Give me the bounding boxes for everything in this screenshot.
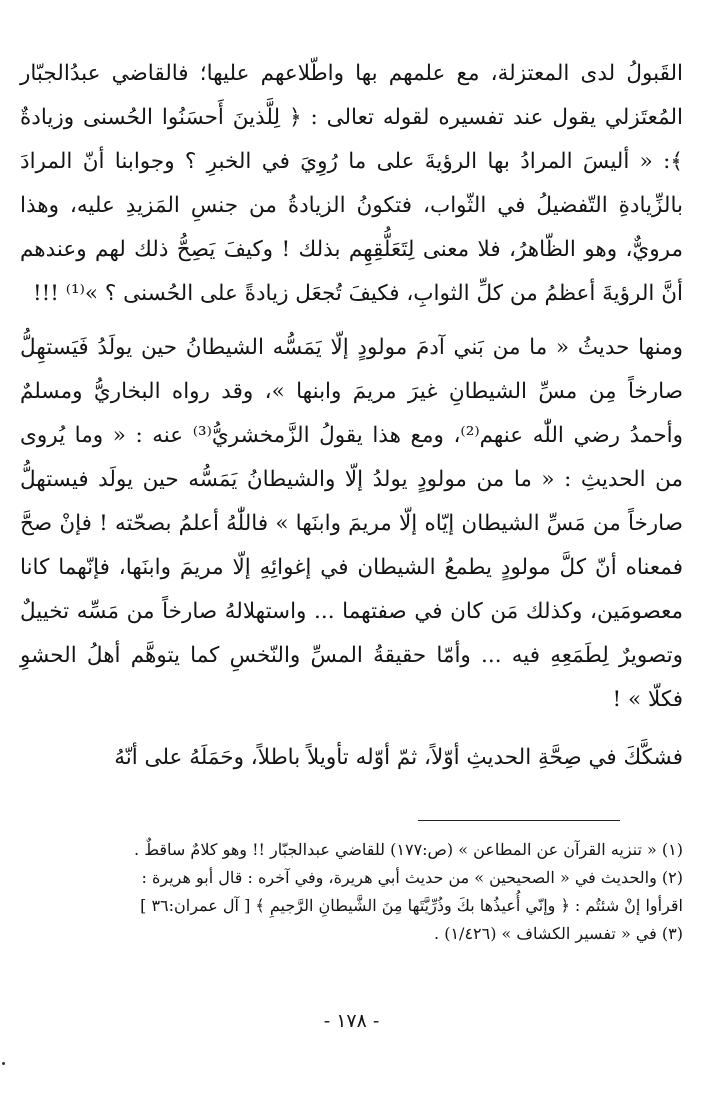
- footnote-continuation: اقرأوا إنْ شئتُم : ﴿ وإنّي أُعيذُها بكَ وذُرِّيَّتَها مِنَ الشَّيطانِ الرَّجيمِ ﴾ [ آل عمران:٣٦ ]: [140, 896, 683, 915]
- page-number: - ١٧٨ -: [323, 1010, 380, 1032]
- footnote: (٢) والحديث في « الصحيحين » من حديث أبي هريرة، وفي آخره : قال أبو هريرة :: [141, 868, 683, 887]
- scan-speck: [2, 1062, 5, 1065]
- footnote: (١) « تنزيه القرآن عن المطاعن » (ص:١٧٧) للقاضي عبدالجبّار !! وهو كلامٌ ساقطٌ .: [134, 840, 683, 859]
- footnotes: [20, 836, 683, 948]
- footnote-separator: [418, 820, 620, 821]
- footnote: (٣) في « تفسير الكشاف » (١/٤٢٦) .: [434, 924, 683, 943]
- body-paragraph: ومنها حديثُ « ما من بَني آدمَ مولودٍ إلّا يَمَسُّه الشيطانُ حين يولَدُ فَيَستهِلُّ صارخاً مِن مسِّ الشيطانِ غيرَ مريمَ وابنها »، وقد رواه البخاريُّ ومسلمٌ وأحمدُ رضي اللّٰه عنهم⁽²⁾، ومع هذا يقولُ الزَّمخشريُّ⁽³⁾ عنه : « وما يُروى من الحديثِ : « ما من مولودٍ يولدُ إلّا والشيطانُ يَمَسُّه حين يولَد فيستهلُّ صارخاً من مَسِّ الشيطان إيّاه إلّا مريمَ وابنَها » فاللّٰهُ أعلمُ بصحّته ! فإنْ صحَّ فمعناه أنّ كلَّ مولودٍ يطمعُ الشيطان في إغوائِهِ إلّا مريمَ وابنَها، فإنّهما كانا معصومَين، وكذلك مَن كان في صفتهما ... واستهلالهُ صارخاً من مَسِّه تخييلٌ وتصويرٌ لِطَمَعِهِ فيه ... وأمّا حقيقةُ المسِّ والنّخسِ كما يتوهَّم أهلُ الحشوِ فكلّا » !: [20, 335, 683, 712]
- body-paragraph: فشكَّكَ في صِحَّةِ الحديثِ أوّلاً، ثمّ أوّله تأويلاً باطلاً، وحَمَلَهُ على أنّهُ: [114, 745, 683, 770]
- page-body: [20, 52, 683, 780]
- body-paragraph: القَبولُ لدى المعتزلة، مع علمهم بها واطّلاعهم عليها؛ فالقاضي عبدُالجبّار المُعتَزلي يقول عند تفسيره لقوله تعالى : ﴿ لِلَّذينَ أَحسَنُوا الحُسنى وزيادةٌ ﴾: « أليسَ المرادُ بها الرؤيةَ على ما رُوِيَ في الخبرِ ؟ وجوابنا أنّ المرادَ بالزِّيادةِ التّفضيلُ في الثّواب، فتكونُ الزيادةُ من جنسِ المَزيدِ عليه، وهذا مرويٌّ، وهو الظّاهرُ، فلا معنى لِتَعَلُّقِهِم بذلك ! وكيفَ يَصِحُّ ذلك لهم وعندهم أنَّ الرؤيةَ أعظمُ من كلِّ الثوابِ، فكيفَ تُجعَل زيادةً على الحُسنى ؟ »⁽¹⁾ !!!: [20, 61, 683, 306]
